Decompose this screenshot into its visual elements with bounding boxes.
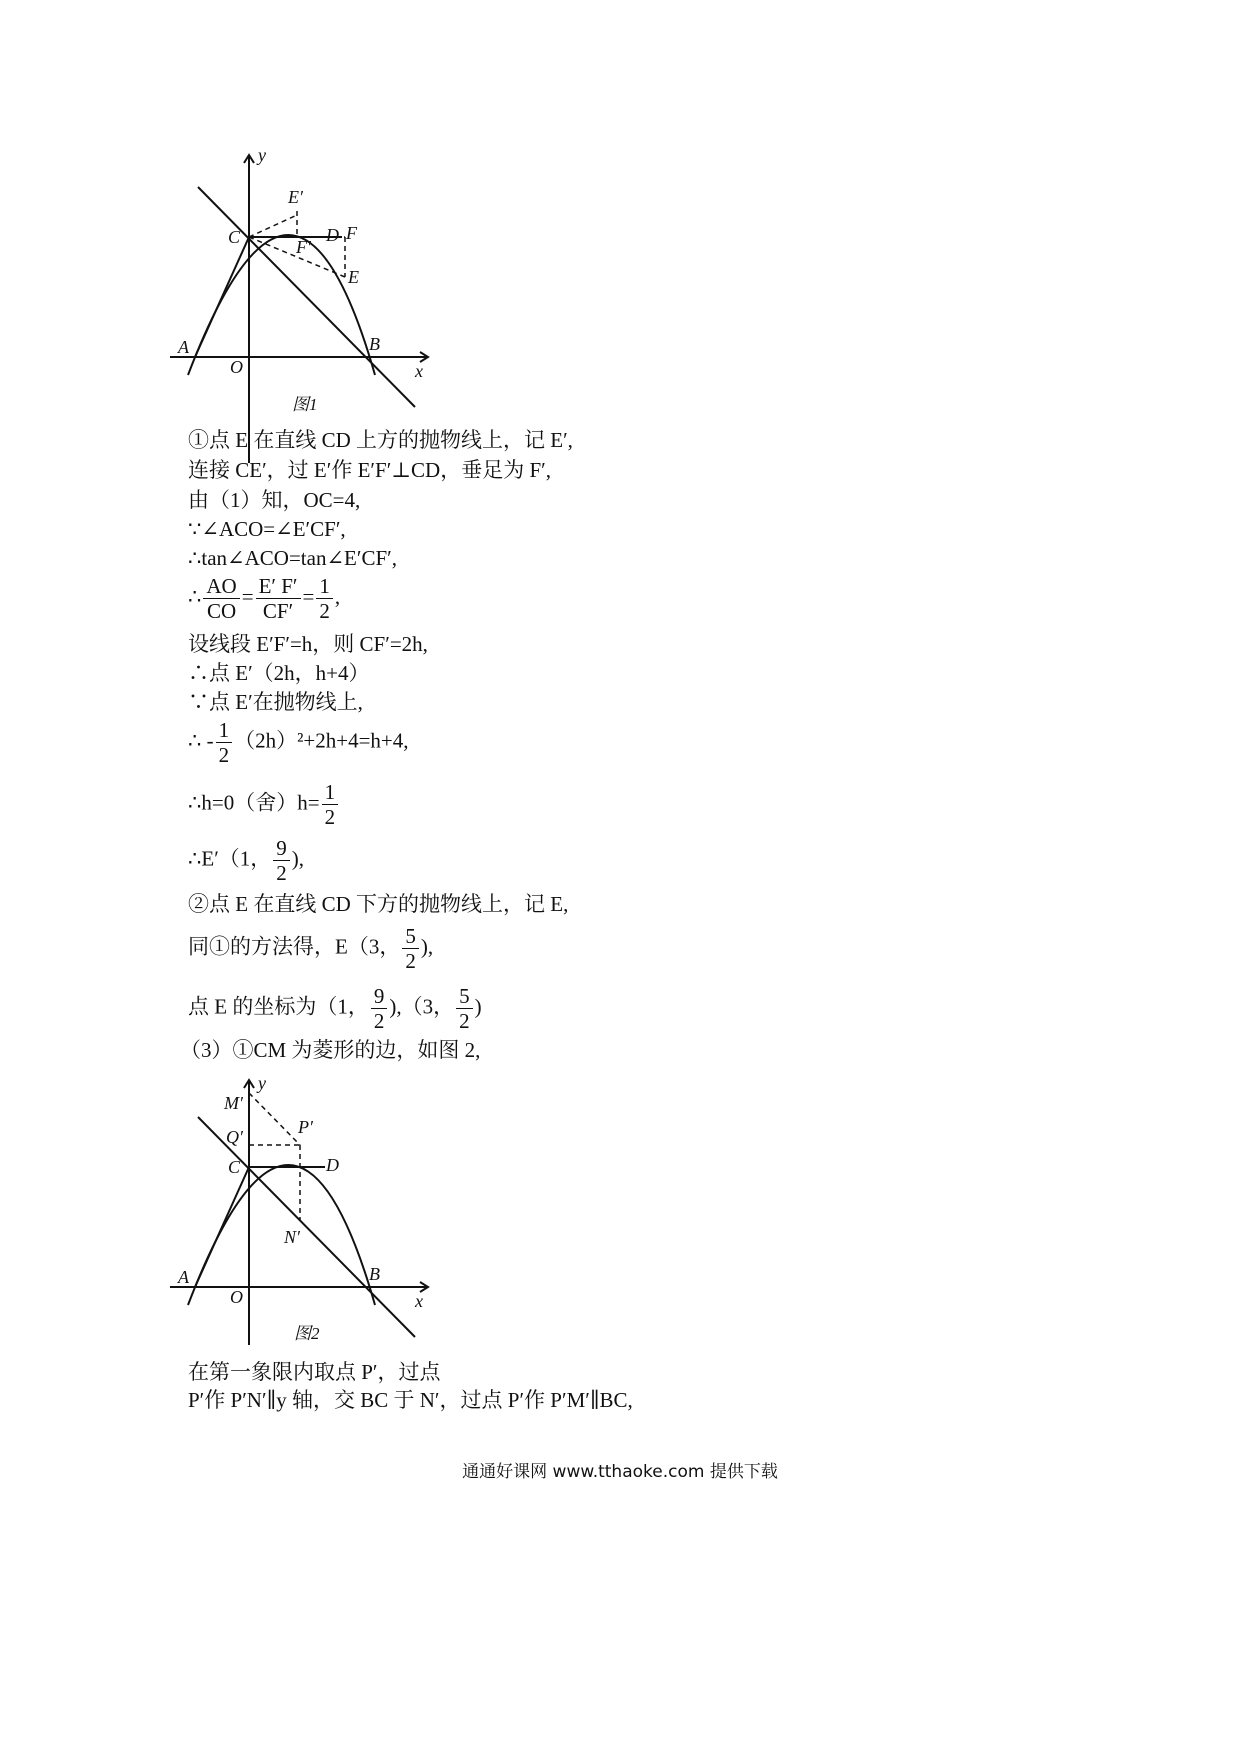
text-line-6: ∴ $\frac{AO}{CO}$ = $\frac{E' F'}{CF'}$ = $\frac{1}{2}$ , xyxy=(188,574,341,624)
text-line-10: ∴ - $\frac{1}{2}$ （2h）²+2h+4=h+4, xyxy=(188,718,409,768)
fig1-label-o: O xyxy=(230,357,243,377)
fig2-label-y: y xyxy=(258,1075,266,1093)
fig1-label-f-prime: F′ xyxy=(296,237,311,257)
text-line-18: P′作 P′N′∥y 轴，交 BC 于 N′，过点 P′作 P′M′∥BC, xyxy=(188,1388,633,1412)
fig2-label-o: O xyxy=(230,1287,243,1307)
text-line-12: ∴E′（1， $\frac{9}{2}$ ), xyxy=(188,836,305,886)
text-line-14: 同①的方法得，E（3， $\frac{5}{2}$ ), xyxy=(188,924,434,974)
text-line-1: ①点 E 在直线 CD 上方的抛物线上，记 E′, xyxy=(188,428,573,452)
text-line-7: 设线段 E′F′=h，则 CF′=2h, xyxy=(188,632,428,656)
fig1-label-b: B xyxy=(369,334,380,354)
text-line-11: ∴h=0（舍）h= $\frac{1}{2}$ xyxy=(188,780,340,829)
text-line-2: 连接 CE′，过 E′作 E′F′⊥CD，垂足为 F′, xyxy=(188,458,551,482)
fig2-label-x: x xyxy=(415,1291,423,1311)
fig1-label-e-prime: E′ xyxy=(288,187,303,207)
page-footer: 通通好课网 www.tthaoke.com 提供下载 xyxy=(462,1462,778,1482)
fraction-nine-half-2: $\frac{9}{2}$ xyxy=(371,984,388,1033)
fraction-one-half: $\frac{1}{2}$ xyxy=(316,574,333,623)
fig1-label-d: D xyxy=(326,225,339,245)
fig2-label-c: C xyxy=(228,1157,241,1177)
text-line-15: 点 E 的坐标为（1， $\frac{9}{2}$ ),（3， $\frac{5}{2}$ ) xyxy=(188,984,482,1034)
fig1-label-f: F xyxy=(346,223,357,243)
fig1-label-a: A xyxy=(178,337,189,357)
fig2-label-p-prime: P′ xyxy=(298,1117,313,1137)
fraction-one-half-2: $\frac{1}{2}$ xyxy=(216,718,233,767)
fraction-nine-half: $\frac{9}{2}$ xyxy=(273,836,290,885)
text-line-3: 由（1）知，OC=4, xyxy=(188,488,361,512)
therefore-sign: ∴ xyxy=(188,584,202,609)
text-line-13: ②点 E 在直线 CD 下方的抛物线上，记 E, xyxy=(188,892,569,916)
fig2-label-m-prime: M′ xyxy=(224,1093,243,1113)
figure-2 xyxy=(170,1075,460,1375)
text-line-4: ∵∠ACO=∠E′CF′, xyxy=(188,517,346,541)
text-line-8: ∴点 E′（2h，h+4） xyxy=(188,661,370,685)
fig1-label-y: y xyxy=(258,145,266,165)
fig2-label-n-prime: N′ xyxy=(284,1227,300,1247)
fig2-caption: 图2 xyxy=(294,1324,320,1343)
fig2-label-a: A xyxy=(178,1267,189,1287)
text-line-5: ∴tan∠ACO=tan∠E′CF′, xyxy=(188,546,397,570)
fig1-label-c: C xyxy=(228,227,241,247)
fraction-h: $\frac{1}{2}$ xyxy=(322,780,339,829)
fig2-label-q-prime: Q′ xyxy=(226,1127,243,1147)
fig2-label-b: B xyxy=(369,1264,380,1284)
fig1-caption: 图1 xyxy=(292,395,318,414)
fig1-label-x: x xyxy=(415,361,423,381)
fraction-ao-co: $\frac{AO}{CO}$ xyxy=(203,574,239,623)
fig2-label-d: D xyxy=(326,1155,339,1175)
fraction-five-half-2: $\frac{5}{2}$ xyxy=(456,984,473,1033)
fraction-five-half: $\frac{5}{2}$ xyxy=(402,924,419,973)
text-line-16: （3）①CM 为菱形的边，如图 2, xyxy=(180,1038,481,1062)
figure-1 xyxy=(170,145,460,475)
fig1-label-e: E xyxy=(348,267,359,287)
fraction-ef-cf: $\frac{E' F'}{CF'}$ xyxy=(256,574,301,623)
text-line-17: 在第一象限内取点 P′，过点 xyxy=(188,1360,441,1384)
text-line-9: ∵点 E′在抛物线上, xyxy=(188,690,363,714)
